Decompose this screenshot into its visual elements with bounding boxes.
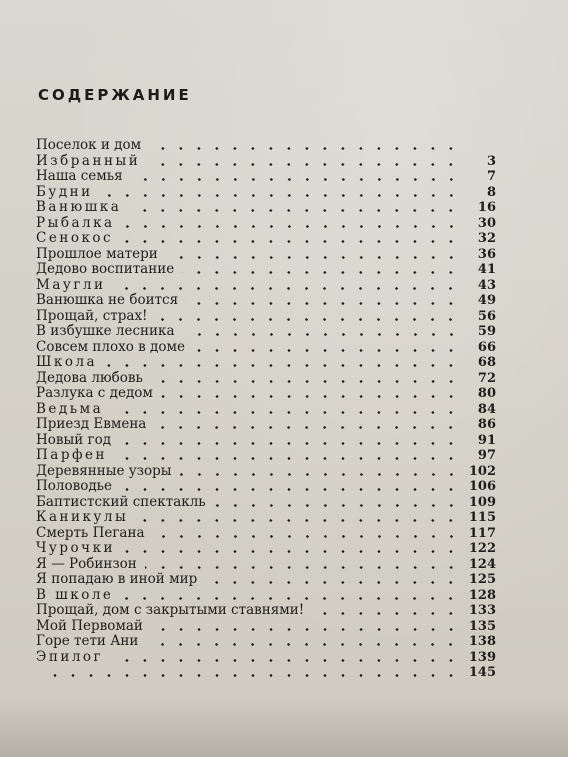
toc-entry-title: Эпилог <box>36 648 104 665</box>
toc-page-number: 36 <box>477 246 496 262</box>
toc-entry <box>36 200 496 216</box>
toc-page-number: 97 <box>477 448 496 463</box>
toc-entry <box>36 541 496 557</box>
toc-entry <box>36 216 496 232</box>
toc-page-number: 122 <box>468 541 496 556</box>
leader-dots <box>131 178 460 181</box>
toc-entry-title: Дедова любовь <box>36 369 143 386</box>
toc-entry-title: Рыбалка <box>36 214 115 231</box>
toc-entry-title: Поселок и дом <box>36 137 142 153</box>
toc-page-number: 66 <box>477 339 496 355</box>
toc-entry <box>36 557 496 573</box>
toc-entry <box>36 309 496 325</box>
toc-page-number: 106 <box>468 479 496 494</box>
toc-page-number: 72 <box>477 370 496 386</box>
leader-dots <box>151 380 460 383</box>
toc-page-number: 102 <box>468 463 496 479</box>
toc-entry-title: Разлука с дедом <box>36 385 153 401</box>
leader-dots <box>121 597 460 600</box>
toc-page-number: 7 <box>486 169 496 184</box>
page-title: СОДЕРЖАНИЕ <box>38 86 192 104</box>
toc-entry-title: Мой Первомай <box>36 617 143 634</box>
leader-dots <box>44 674 460 677</box>
toc-entry <box>36 510 496 526</box>
toc-entry-title: Ванюшка <box>36 199 122 215</box>
toc-entry <box>36 665 496 681</box>
toc-entry-title: Школа <box>36 354 98 370</box>
toc-entry <box>36 634 496 650</box>
toc-entry <box>36 138 496 154</box>
toc-entry <box>36 340 496 356</box>
toc-page-number: 124 <box>468 556 496 572</box>
toc-page-number: 3 <box>486 153 496 169</box>
leader-dots <box>123 550 460 553</box>
toc-entry-title: Я — Робинзон <box>36 555 137 572</box>
toc-entry-title: Каникулы <box>36 509 129 525</box>
toc-entry-title: Ванюшка не боится <box>36 292 179 308</box>
toc-page-number: 80 <box>477 386 496 401</box>
table-of-contents <box>36 138 496 681</box>
toc-entry <box>36 479 496 495</box>
leader-dots <box>182 271 460 274</box>
leader-dots <box>111 659 460 662</box>
toc-page-number: 133 <box>468 603 496 618</box>
leader-dots <box>101 194 460 197</box>
leader-dots <box>111 411 460 414</box>
leader-dots <box>186 302 460 305</box>
leader-dots <box>129 209 460 212</box>
toc-page-number: 117 <box>468 525 496 541</box>
toc-entry-title: Смерть Пегана <box>36 524 145 541</box>
toc-entry-title: Баптистский спектакль <box>36 493 206 510</box>
toc-entry <box>36 247 496 263</box>
toc-entry-title: Половодье <box>36 478 112 494</box>
leader-dots <box>115 457 460 460</box>
toc-page-number: 125 <box>468 572 496 587</box>
leader-dots <box>145 566 460 569</box>
leader-dots <box>149 147 460 150</box>
toc-entry <box>36 231 496 247</box>
toc-entry-title: Маугли <box>36 276 106 293</box>
toc-entry <box>36 262 496 278</box>
toc-page-number: 84 <box>477 401 496 417</box>
toc-entry <box>36 293 496 309</box>
leader-dots <box>123 225 460 228</box>
toc-page-number: 139 <box>468 649 496 665</box>
leader-dots <box>121 240 460 243</box>
leader-dots <box>193 349 460 352</box>
leader-dots <box>155 318 460 321</box>
leader-dots <box>119 442 460 445</box>
leader-dots <box>205 581 460 584</box>
toc-entry-title: Прощай, страх! <box>36 307 148 324</box>
toc-page-number: 135 <box>468 618 496 634</box>
toc-entry-title: Парфен <box>36 447 108 463</box>
toc-page-number: 8 <box>486 184 496 200</box>
toc-entry-title: Я попадаю в иной мир <box>36 571 198 587</box>
toc-entry-title: Ведьма <box>36 400 104 417</box>
leader-dots <box>183 333 460 336</box>
toc-entry <box>36 402 496 418</box>
toc-entry-title: Дедово воспитание <box>36 261 175 277</box>
toc-entry-title: В школе <box>36 586 114 603</box>
toc-page-number: 16 <box>477 200 496 215</box>
leader-dots <box>120 488 460 491</box>
toc-page-number: 145 <box>468 665 496 680</box>
toc-page-number: 138 <box>468 634 496 649</box>
toc-page-number: 59 <box>477 324 496 339</box>
toc-entry-title: Сенокос <box>36 230 114 246</box>
toc-entry <box>36 603 496 619</box>
toc-entry <box>36 619 496 635</box>
toc-entry <box>36 650 496 666</box>
toc-entry-title: Прощай, дом с закрытыми ставнями! <box>36 602 305 618</box>
toc-entry <box>36 154 496 170</box>
toc-entry-title: Горе тети Ани <box>36 633 139 649</box>
toc-page-number: 30 <box>477 215 496 231</box>
leader-dots <box>146 643 460 646</box>
leader-dots <box>166 256 460 259</box>
leader-dots <box>113 287 460 290</box>
toc-page-number: 68 <box>477 355 496 370</box>
leader-dots <box>148 163 460 166</box>
page-shadow <box>0 697 568 757</box>
toc-page-number: 56 <box>477 308 496 324</box>
toc-entry <box>36 588 496 604</box>
toc-entry <box>36 169 496 185</box>
toc-entry <box>36 495 496 511</box>
toc-page-number: 109 <box>468 494 496 510</box>
leader-dots <box>161 395 460 398</box>
leader-dots <box>105 364 460 367</box>
toc-entry <box>36 464 496 480</box>
toc-entry-title: Наша семья <box>36 168 123 184</box>
toc-entry <box>36 185 496 201</box>
toc-entry-title: Прошлое матери <box>36 245 158 262</box>
toc-entry <box>36 278 496 294</box>
toc-entry <box>36 371 496 387</box>
toc-entry <box>36 433 496 449</box>
leader-dots <box>153 535 460 538</box>
toc-page-number: 49 <box>477 293 496 308</box>
leader-dots <box>136 519 460 522</box>
toc-entry-title: Избранный <box>36 152 141 169</box>
leader-dots <box>154 426 460 429</box>
toc-entry <box>36 386 496 402</box>
toc-entry-title: В избушке лесника <box>36 323 175 339</box>
leader-dots <box>180 473 460 476</box>
toc-entry <box>36 448 496 464</box>
toc-page-number: 128 <box>468 587 496 603</box>
toc-page-number: 43 <box>477 277 496 293</box>
toc-entry-title: Будни <box>36 183 93 200</box>
leader-dots <box>312 612 460 615</box>
toc-page-number: 32 <box>477 231 496 246</box>
toc-entry <box>36 324 496 340</box>
toc-entry-title: Деревянные узоры <box>36 462 172 479</box>
toc-entry-title: Чурочки <box>36 540 116 556</box>
toc-entry-title: Совсем плохо в доме <box>36 338 185 355</box>
toc-entry-title: Новый год <box>36 431 112 448</box>
toc-entry-title: Приезд Евмена <box>36 416 147 432</box>
toc-page-number: 86 <box>477 417 496 432</box>
toc-page-number: 41 <box>477 262 496 277</box>
leader-dots <box>214 504 460 507</box>
toc-entry <box>36 526 496 542</box>
toc-page-number: 115 <box>468 510 496 525</box>
toc-entry <box>36 417 496 433</box>
leader-dots <box>151 628 460 631</box>
toc-entry <box>36 355 496 371</box>
toc-entry <box>36 572 496 588</box>
toc-page-number: 91 <box>477 432 496 448</box>
